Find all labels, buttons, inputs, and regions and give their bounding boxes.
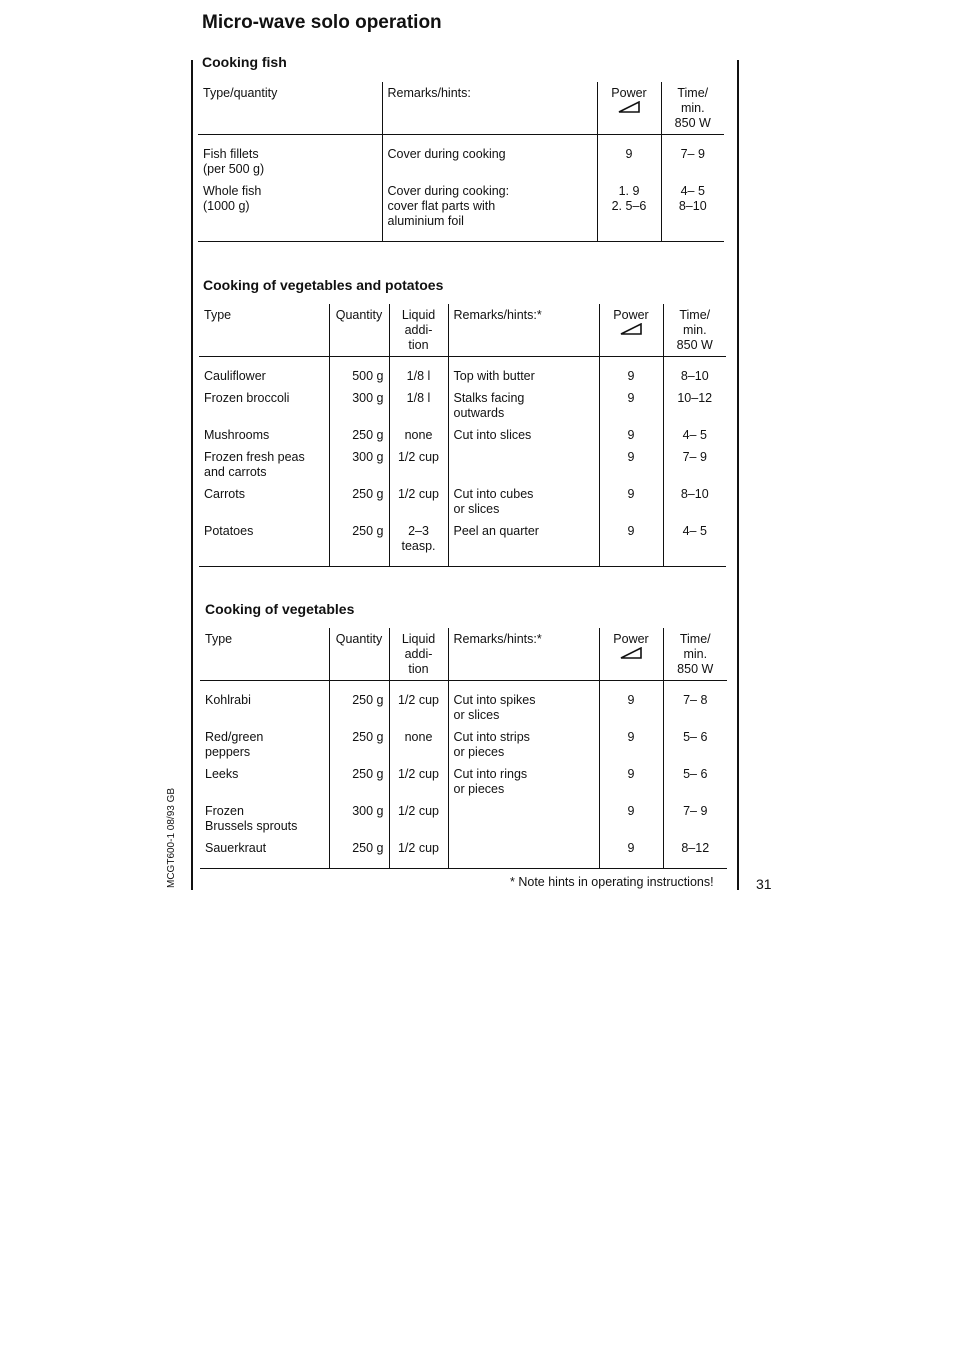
power-level-icon: [618, 101, 640, 113]
cell-time: 10–12: [677, 391, 713, 405]
header-remarks: Remarks/hints:: [382, 82, 597, 135]
header-row: [199, 304, 726, 357]
cell-power: 9: [599, 487, 663, 524]
cell-liquid: 1/2 cup: [389, 767, 448, 804]
cell-power: 9: [599, 730, 663, 767]
table-row: [200, 730, 727, 767]
cell-power: 9: [599, 804, 663, 841]
cell-quantity: 500 g: [329, 357, 389, 392]
cell-liquid: 2–3 teasp.: [389, 524, 448, 567]
cell-remarks: Cut into strips or pieces: [448, 730, 599, 767]
header-quantity: Quantity: [329, 304, 389, 357]
cell-type: Frozen broccoli: [199, 391, 329, 428]
cell-time: 8–10: [680, 487, 709, 501]
header-row: [200, 628, 727, 681]
power-level-icon: [620, 323, 642, 335]
header-liquid: Liquid addi- tion: [389, 628, 448, 681]
header-time: Time/ min. 850 W: [661, 82, 724, 135]
table-row: [199, 487, 726, 524]
table-row: [198, 184, 724, 242]
left-margin-rule: [191, 60, 193, 890]
header-type: Type/quantity: [198, 82, 382, 135]
cell-type: Leeks: [200, 767, 329, 804]
veg-potatoes-heading: Cooking of vegetables and potatoes: [203, 277, 444, 293]
cell-type: Kohlrabi: [200, 681, 329, 731]
cell-power: 9: [597, 135, 661, 185]
page-number: 31: [756, 876, 772, 892]
header-power: [599, 628, 663, 681]
table-row: [199, 428, 726, 450]
header-power-label: Power: [613, 632, 649, 646]
cell-remarks: Top with butter: [448, 357, 599, 392]
cell-liquid: 1/8 l: [389, 357, 448, 392]
cell-quantity: 300 g: [329, 450, 389, 487]
cell-type: Frozen fresh peas and carrots: [199, 450, 329, 487]
fish-heading: Cooking fish: [202, 54, 287, 70]
right-margin-rule: [737, 60, 739, 890]
cell-liquid: none: [389, 428, 448, 450]
header-remarks: Remarks/hints:*: [448, 304, 599, 357]
cell-remarks: Cut into cubes or slices: [448, 487, 599, 524]
header-liquid: Liquid addi- tion: [389, 304, 448, 357]
vegetables-table: [200, 628, 727, 869]
cell-power: 1. 9 2. 5–6: [597, 184, 661, 242]
header-type: Type: [200, 628, 329, 681]
cell-power: 9: [599, 841, 663, 869]
cell-liquid: 1/2 cup: [389, 487, 448, 524]
cell-liquid: 1/2 cup: [389, 681, 448, 731]
cell-type: Carrots: [199, 487, 329, 524]
cell-remarks: Cut into slices: [448, 428, 599, 450]
cell-liquid: 1/2 cup: [389, 841, 448, 869]
cell-liquid: 1/2 cup: [389, 450, 448, 487]
table-row: [200, 767, 727, 804]
cell-quantity: 250 g: [329, 681, 389, 731]
cell-liquid: 1/8 l: [389, 391, 448, 428]
cell-time: 7– 8: [683, 693, 708, 707]
cell-time: 5– 6: [683, 767, 708, 781]
cell-remarks: Peel an quarter: [448, 524, 599, 567]
header-power: [597, 82, 661, 135]
header-time: Time/ min. 850 W: [663, 304, 726, 357]
cell-quantity: 250 g: [329, 841, 389, 869]
table-row: [199, 524, 726, 567]
veg-potatoes-table: [199, 304, 726, 567]
cell-remarks: Cut into rings or pieces: [448, 767, 599, 804]
cell-type: Whole fish (1000 g): [198, 184, 382, 242]
header-quantity: Quantity: [329, 628, 389, 681]
cell-remarks: Cut into spikes or slices: [448, 681, 599, 731]
table-row: [198, 135, 724, 185]
cell-power: 9: [599, 681, 663, 731]
cell-quantity: 250 g: [329, 524, 389, 567]
cell-remarks: Cover during cooking: [382, 135, 597, 185]
table-row: [200, 804, 727, 841]
header-type: Type: [199, 304, 329, 357]
cell-type: Fish fillets (per 500 g): [198, 135, 382, 185]
cell-quantity: 250 g: [329, 428, 389, 450]
cell-power: 9: [599, 450, 663, 487]
cell-time: 7– 9: [682, 450, 707, 464]
header-row: [198, 82, 724, 135]
header-power-label: Power: [611, 86, 647, 100]
cell-time: 7– 9: [680, 147, 705, 161]
cell-type: Mushrooms: [199, 428, 329, 450]
table-row: [199, 357, 726, 392]
cell-remarks: Cover during cooking: cover flat parts with aluminium foil: [382, 184, 597, 242]
cell-remarks: [448, 450, 599, 487]
header-power-label: Power: [613, 308, 649, 322]
cell-power: 9: [599, 357, 663, 392]
cell-type: Red/green peppers: [200, 730, 329, 767]
table-row: [199, 450, 726, 487]
cell-quantity: 300 g: [329, 391, 389, 428]
table-row: [200, 681, 727, 731]
fish-table: [198, 82, 724, 242]
cell-time: 4– 5 8–10: [678, 184, 707, 213]
table-row: [200, 841, 727, 869]
cell-power: 9: [599, 428, 663, 450]
cell-type: Potatoes: [199, 524, 329, 567]
table-row: [199, 391, 726, 428]
cell-power: 9: [599, 524, 663, 567]
cell-remarks: [448, 841, 599, 869]
cell-time: 4– 5: [682, 428, 707, 442]
cell-power: 9: [599, 767, 663, 804]
cell-remarks: Stalks facing outwards: [448, 391, 599, 428]
footnote: * Note hints in operating instructions!: [510, 875, 714, 889]
cell-quantity: 250 g: [329, 730, 389, 767]
cell-type: Cauliflower: [199, 357, 329, 392]
page-title: Micro-wave solo operation: [202, 12, 442, 33]
header-remarks: Remarks/hints:*: [448, 628, 599, 681]
document-code: MCGT600-1 08/93 GB: [166, 787, 177, 888]
cell-type: Sauerkraut: [200, 841, 329, 869]
header-power: [599, 304, 663, 357]
cell-quantity: 300 g: [329, 804, 389, 841]
cell-type: Frozen Brussels sprouts: [200, 804, 329, 841]
vegetables-heading: Cooking of vegetables: [205, 601, 355, 617]
cell-remarks: [448, 804, 599, 841]
cell-time: 7– 9: [683, 804, 708, 818]
cell-power: 9: [599, 391, 663, 428]
cell-quantity: 250 g: [329, 487, 389, 524]
cell-liquid: none: [389, 730, 448, 767]
cell-liquid: 1/2 cup: [389, 804, 448, 841]
cell-time: 8–10: [680, 369, 709, 383]
cell-time: 8–12: [681, 841, 710, 855]
cell-quantity: 250 g: [329, 767, 389, 804]
header-time: Time/ min. 850 W: [663, 628, 727, 681]
power-level-icon: [620, 647, 642, 659]
cell-time: 4– 5: [682, 524, 707, 538]
cell-time: 5– 6: [683, 730, 708, 744]
